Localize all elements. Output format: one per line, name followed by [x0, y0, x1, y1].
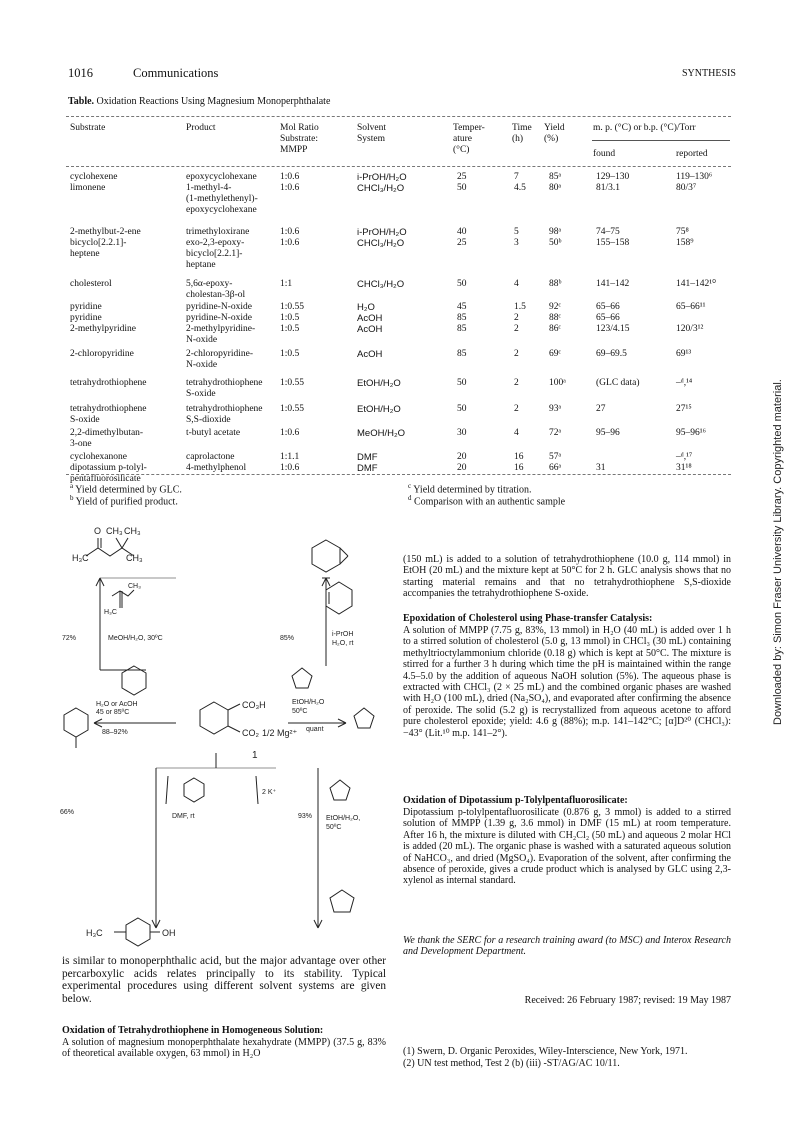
table-cell-product: t-butyl acetate [186, 428, 241, 438]
table-cell-yield: 86ᶜ [549, 324, 561, 334]
table-cell-solvent: i-PrOH/H₂O [357, 227, 407, 238]
col-ratio: Mol Ratio Substrate: MMPP [280, 123, 319, 155]
table-cell-temp: 85 [457, 324, 467, 334]
epoxycyclohexane-structure [312, 540, 348, 572]
table-bottom-rule [66, 474, 731, 475]
table-cell-yield: 80ᵃ [549, 183, 562, 193]
table-cell-yield: 50ᵇ [549, 238, 562, 248]
journal-name: SYNTHESIS [682, 68, 736, 79]
table-cell-yield: 66ᵃ [549, 463, 562, 473]
right-conditions-3: quant [306, 726, 324, 733]
table-cell-solvent: EtOH/H₂O [357, 378, 401, 389]
table-cell-ratio: 1:0.5 [280, 313, 300, 323]
mmpp-co2-label: CO₂ [242, 728, 259, 738]
col-yield: Yield (%) [544, 123, 565, 144]
table-cell-time: 2 [514, 378, 519, 388]
table-cell-product: exo-2,3-epoxy- bicyclo[2.2.1]- heptane [186, 238, 245, 270]
table-cell-solvent: i-PrOH/H₂O [357, 172, 407, 183]
table-cell-substrate: 2-methylpyridine [70, 324, 136, 334]
footnote-b: $^b$ Yield of purified product. [70, 494, 178, 508]
footnote-a: $^a$ Yield determined by GLC. [70, 482, 182, 496]
table-cell-substrate: cholesterol [70, 279, 112, 289]
table-title-text: Oxidation Reactions Using Magnesium Monoperphthalate [96, 96, 331, 107]
table-cell-solvent: H₂O [357, 302, 375, 313]
table-cell-found: 27 [596, 404, 606, 414]
table-cell-found: 123/4.15 [596, 324, 630, 334]
acknowledgement: We thank the SERC for a research training award (to MSC) and Interox Research and Development Department. [403, 935, 731, 958]
bottom-right-conditions-1: EtOH/H₂O, [326, 815, 361, 822]
table-cell-reported: 69¹³ [676, 349, 692, 359]
table-cell-product: trimethyloxirane [186, 227, 250, 237]
table-cell-found: 65–66 [596, 302, 620, 312]
reaction-scheme [56, 518, 396, 950]
section2-body: A solution of MMPP (7.75 g, 83%, 13 mmol) in H₂O (40 mL) is added over 1 h to a stirred solution of cholesterol (5.0 g, 13 mmol) in CHCl₃ (30 mL) containing methyltrioctylammonium chloride (0.18 g) which is kept at 50°C. The mixture is stirred for a further 3 h during which time the pH is maintained within the range 4.5–5.0 by the addition of aqueous NaOH solution (5%). The aqueous phase is extracted with CHCl₃ (2 × 25 mL) and the combined organic phases are washed with H₂O (100 mL), dried (Na₂SO₄), and evaporated after confirming the absence of peroxide. The solid (5.2 g) is recrystallized from aqueous acetone to afford pure cholesterol epoxide; yield: 4.6 g (88%); m.p. 141–142°C; [α]D²⁰ (CHCl₃): −43° (Lit.¹⁰ m.p. 141–2°). [403, 625, 731, 739]
table-cell-solvent: AcOH [357, 313, 383, 324]
table-cell-reported: 31¹⁸ [676, 463, 692, 473]
table-cell-yield: 69ᶜ [549, 349, 561, 359]
right-conditions-2: 50ºC [292, 708, 308, 715]
table-cell-ratio: 1:0.6 [280, 183, 300, 193]
ester-ch3c-label: CH₃ [126, 553, 143, 563]
table-title [68, 96, 330, 107]
table-cell-product: pyridine-N-oxide [186, 313, 252, 323]
table-cell-ratio: 1:0.5 [280, 349, 300, 359]
table-cell-time: 2 [514, 404, 519, 414]
table-cell-found: 74–75 [596, 227, 620, 237]
col-mp: m. p. (°C) or b.p. (°C)/Torr [593, 123, 696, 133]
table-cell-temp: 40 [457, 227, 467, 237]
table-cell-temp: 25 [457, 238, 467, 248]
table-cell-substrate: pyridine [70, 313, 102, 323]
table-cell-time: 4.5 [514, 183, 526, 193]
table-cell-reported: 158⁹ [676, 238, 694, 248]
col-solvent: Solvent System [357, 123, 387, 144]
table-cell-product: 1-methyl-4- (1-methylethenyl)- epoxycyclohexane [186, 183, 258, 215]
table-cell-substrate: 2-chloropyridine [70, 349, 134, 359]
section1-title: Oxidation of Tetrahydrothiophene in Homogeneous Solution: [62, 1025, 324, 1036]
pyridine-n-oxide-structure [64, 708, 88, 748]
table-cell-yield: 88ᶜ [549, 313, 561, 323]
table-cell-time: 4 [514, 279, 519, 289]
section-name: Communications [133, 66, 219, 80]
table-cell-time: 2 [514, 313, 519, 323]
table-cell-solvent: CHCl₃/H₂O [357, 279, 405, 290]
table-cell-product: epoxycyclohexane [186, 172, 257, 182]
ester-ch3a-label: CH₃ [106, 526, 123, 536]
table-top-rule [66, 116, 731, 117]
mmpp-co3h-label: CO₃H [242, 700, 266, 710]
table-cell-found: 81/3.1 [596, 183, 621, 193]
table-cell-ratio: 1:0.55 [280, 378, 305, 388]
table-cell-solvent: EtOH/H₂O [357, 404, 401, 415]
section3-body: Dipotassium p-tolylpentafluorosilicate (0.876 g, 3 mmol) is added to a stirred solution of MMPP (1.39 g, 3.6 mmol) in DMF (15 mL) at room temperature. After 16 h, the mixture is diluted with CH₂Cl₂ (50 mL) and aqueous 2 molar HCl is added (20 mL). The organic phase is washed with a saturated aqueous solution of NaHCO₃, and dried (MgSO₄). Evaporation of the solvent, after confirming the absence of peroxide, gives a crude product which is analysed by GLC using 2,3-xylenol as internal standard. [403, 807, 731, 887]
table-cell-found: 69–69.5 [596, 349, 627, 359]
table-cell-substrate: tetrahydrothiophene [70, 378, 147, 388]
tetrahydrothiophene-structure [292, 668, 312, 688]
section1-body: A solution of magnesium monoperphthalate hexahydrate (MMPP) (37.5 g, 83% of theoretical available oxygen, 63 mmol) in H₂O [62, 1037, 386, 1060]
table-cell-product: caprolactone [186, 452, 235, 462]
table-cell-solvent: DMF [357, 463, 378, 474]
top-right-percent: 85% [280, 635, 295, 642]
table-cell-product: pyridine-N-oxide [186, 302, 252, 312]
table-header-rule [66, 166, 731, 167]
table-cell-reported: 80/3⁷ [676, 183, 697, 193]
col-found: found [593, 149, 616, 159]
table-cell-found: 129–130 [596, 172, 630, 182]
sulfoxide-structure [330, 780, 350, 800]
table-label: Table. [68, 96, 95, 107]
col-temp: Temper- ature (°C) [453, 123, 485, 155]
table-cell-reported: 119–130⁶ [676, 172, 713, 182]
table-cell-temp: 50 [457, 378, 467, 388]
table-cell-solvent: DMF [357, 452, 378, 463]
table-cell-product: 2-methylpyridine- N-oxide [186, 324, 256, 345]
bottom-right-percent: 93% [298, 813, 313, 820]
mp-subrule [592, 140, 730, 141]
table-cell-time: 2 [514, 349, 519, 359]
table-cell-temp: 25 [457, 172, 467, 182]
mmpp-compound-number: 1 [252, 750, 258, 761]
reference-2: (2) UN test method, Test 2 (b) (iii) -ST/AG/AC 10/11. [403, 1058, 620, 1069]
table-cell-ratio: 1:0.5 [280, 324, 300, 334]
table-cell-yield: 100ᵃ [549, 378, 566, 388]
download-notice: Downloaded by: Simon Fraser University Library. Copyrighted material. [772, 379, 784, 725]
table-cell-ratio: 1:0.55 [280, 302, 305, 312]
table-cell-time: 16 [514, 463, 524, 473]
table-cell-product: tetrahydrothiophene S-oxide [186, 378, 263, 399]
table-cell-temp: 20 [457, 463, 467, 473]
table-cell-reported: –ᵈ,¹⁴ [676, 378, 693, 388]
table-cell-ratio: 1:0.6 [280, 172, 300, 182]
table-cell-reported: 95–96¹⁶ [676, 428, 706, 438]
table-cell-time: 4 [514, 428, 519, 438]
bottom-left-percent: 66% [60, 809, 75, 816]
col-substrate: Substrate [70, 123, 106, 133]
table-cell-substrate: cyclohexanone [70, 452, 127, 462]
top-left-percent: 72% [62, 635, 77, 642]
table-cell-yield: 93ᵃ [549, 404, 562, 414]
table-cell-found: 65–66 [596, 313, 620, 323]
table-cell-substrate: bicyclo[2.2.1]- heptene [70, 238, 127, 259]
table-cell-yield: 88ᵇ [549, 279, 562, 289]
col-product: Product [186, 123, 216, 133]
table-cell-reported: 65–66¹¹ [676, 302, 706, 312]
table-cell-yield: 85ᵃ [549, 172, 562, 182]
top-right-conditions-2: H₂O, rt [332, 640, 354, 647]
table-cell-substrate: tetrahydrothiophene S-oxide [70, 404, 147, 425]
table-cell-found: (GLC data) [596, 378, 640, 388]
table-cell-substrate: dipotassium p-tolyl- pentafluorosilicate [70, 463, 147, 484]
table-cell-found: 95–96 [596, 428, 620, 438]
table-cell-solvent: AcOH [357, 349, 383, 360]
top-right-conditions-1: i-PrOH [332, 631, 354, 638]
intro-paragraph: is similar to monoperphthalic acid, but the major advantage over other percarboxylic acids relates principally to its stability. Typical experimental procedures using different solvent systems are given below. [62, 955, 386, 1005]
table-cell-yield: 92ᶜ [549, 302, 561, 312]
table-cell-reported: 120/3¹² [676, 324, 704, 334]
table-cell-solvent: CHCl₃/H₂O [357, 183, 405, 194]
left-conditions-2: 45 or 85ºC [96, 709, 130, 716]
table-cell-ratio: 1:0.55 [280, 404, 305, 414]
table-cell-reported: 27¹⁵ [676, 404, 692, 414]
table-cell-solvent: CHCl₃/H₂O [357, 238, 405, 249]
table-cell-substrate: cyclohexene [70, 172, 118, 182]
table-cell-ratio: 1:0.6 [280, 238, 300, 248]
table-cell-time: 1.5 [514, 302, 526, 312]
table-cell-temp: 50 [457, 404, 467, 414]
silicate-structure [166, 776, 258, 804]
page-number: 1016 [68, 66, 93, 80]
table-cell-substrate: 2-methylbut-2-ene [70, 227, 141, 237]
table-cell-time: 3 [514, 238, 519, 248]
tetrahydrothiophene-s-oxide-structure [354, 708, 374, 728]
table-cell-product: 5,6α-epoxy- cholestan-3β-ol [186, 279, 246, 300]
table-cell-temp: 50 [457, 183, 467, 193]
ketone-h3c-label: H₃C [104, 609, 117, 616]
table-cell-product: 4-methylphenol [186, 463, 247, 473]
table-cell-temp: 30 [457, 428, 467, 438]
table-cell-substrate: 2,2-dimethylbutan- 3-one [70, 428, 144, 449]
table-cell-yield: 98ᵃ [549, 227, 562, 237]
footnote-d: $^d$ Comparison with an authentic sample [408, 494, 566, 508]
ester-o-label: O [94, 526, 102, 536]
phenol-right-label: OH [162, 928, 176, 938]
table-cell-yield: 72ᵃ [549, 428, 562, 438]
table-cell-temp: 85 [457, 349, 467, 359]
received-dates: Received: 26 February 1987; revised: 19 May 1987 [524, 995, 731, 1006]
section3-title: Oxidation of Dipotassium p-Tolylpentafluorosilicate: [403, 795, 628, 806]
right-paragraph-1: (150 mL) is added to a solution of tetrahydrothiophene (10.0 g, 114 mmol) in EtOH (20 mL) and the mixture kept at 50°C for 2 h. GLC analysis shows that no starting material remains and that no tetrahydrothiophene S,S-dioxide accompanies the tetrahydrothiophene S-oxide. [403, 554, 731, 600]
col-time: Time (h) [512, 123, 532, 144]
table-cell-found: 141–142 [596, 279, 630, 289]
table-cell-time: 5 [514, 227, 519, 237]
footnote-c: $^c$ Yield determined by titration. [408, 482, 532, 496]
right-conditions-1: EtOH/H₂O [292, 699, 325, 706]
phenol-left-label: H₃C [86, 928, 103, 938]
table-cell-reported: 141–142¹⁰ [676, 279, 716, 289]
table-cell-ratio: 1:0.6 [280, 227, 300, 237]
bottom-right-conditions-2: 50ºC [326, 824, 342, 831]
col-reported: reported [676, 149, 708, 159]
cyclohexene-structure [326, 582, 352, 614]
section2-title: Epoxidation of Cholesterol using Phase-transfer Catalysis: [403, 613, 653, 624]
table-cell-yield: 57ᵃ [549, 452, 562, 462]
bottom-left-conditions: DMF, rt [172, 813, 195, 820]
table-cell-ratio: 1:0.6 [280, 463, 300, 473]
table-cell-temp: 20 [457, 452, 467, 462]
table-cell-ratio: 1:1 [280, 279, 293, 289]
table-cell-time: 16 [514, 452, 524, 462]
table-cell-temp: 85 [457, 313, 467, 323]
left-percent: 88–92% [102, 729, 128, 736]
table-cell-ratio: 1:1.1 [280, 452, 300, 462]
table-cell-time: 7 [514, 172, 519, 182]
reference-1: (1) Swern, D. Organic Peroxides, Wiley-Interscience, New York, 1971. [403, 1046, 688, 1057]
top-left-conditions: MeOH/H₂O, 30ºC [108, 635, 163, 642]
table-cell-found: 31 [596, 463, 606, 473]
table-cell-product: tetrahydrothiophene S,S-dioxide [186, 404, 263, 425]
table-cell-found: 155–158 [596, 238, 630, 248]
left-conditions-1: H₂O or AcOH [96, 701, 138, 708]
table-cell-solvent: AcOH [357, 324, 383, 335]
table-cell-ratio: 1:0.6 [280, 428, 300, 438]
table-cell-substrate: limonene [70, 183, 106, 193]
mmpp-structure [200, 702, 240, 734]
table-cell-temp: 50 [457, 279, 467, 289]
silicate-counterion: 2 K⁺ [262, 789, 277, 796]
ester-ch3b-label: CH₃ [124, 526, 141, 536]
ester-left-label: H₃C [72, 553, 89, 563]
table-cell-reported: 75⁸ [676, 227, 689, 237]
mmpp-mg-label: 1/2 Mg²⁺ [262, 728, 298, 738]
table-cell-time: 2 [514, 324, 519, 334]
table-cell-product: 2-chloropyridine- N-oxide [186, 349, 254, 370]
sulfolane-structure [330, 890, 354, 912]
table-cell-substrate: pyridine [70, 302, 102, 312]
ketone-ch3-label: CH₃ [128, 583, 141, 590]
table-cell-temp: 45 [457, 302, 467, 312]
table-cell-reported: –ᵈ,¹⁷ [676, 452, 693, 462]
dimethylbutanone-structure [112, 590, 134, 608]
table-cell-solvent: MeOH/H₂O [357, 428, 406, 439]
